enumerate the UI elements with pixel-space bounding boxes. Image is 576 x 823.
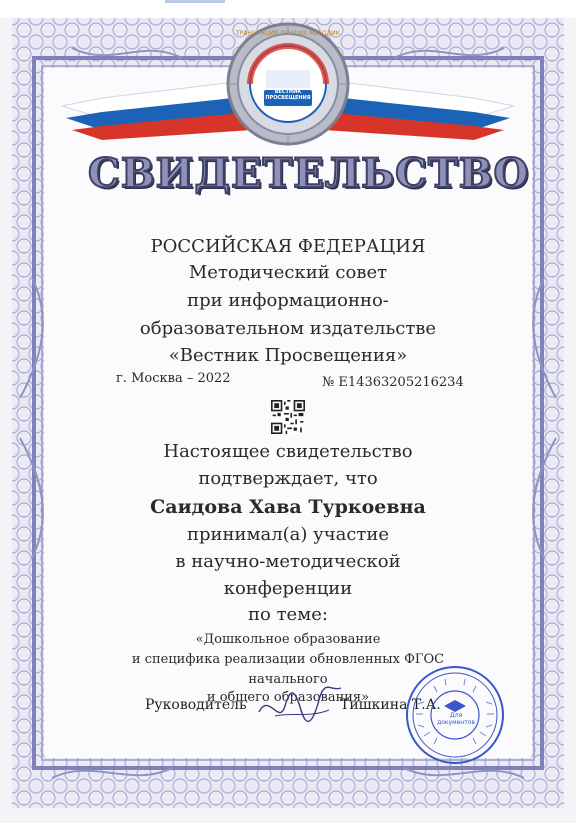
top-bar-indicator <box>165 0 225 3</box>
medal-badge-center-text: ВЕСТНИК ПРОСВЕЩЕНИЯ <box>265 89 311 101</box>
recipient-name: Саидова Хава Туркоевна <box>150 496 426 518</box>
body-line-1: Настоящее свидетельство <box>163 441 413 462</box>
qr-code-icon <box>271 400 305 434</box>
body-line-2: подтверждает, что <box>198 468 378 489</box>
topic-line-2: и специфика реализации обновленных ФГОС <box>131 652 445 667</box>
signature-icon <box>255 682 345 732</box>
org-line-4: образовательном издательстве <box>139 318 437 339</box>
city-year: г. Москва – 2022 <box>116 371 231 386</box>
signer-label: Руководитель <box>145 697 247 713</box>
org-line-1: РОССИЙСКАЯ ФЕДЕРАЦИЯ <box>150 236 426 257</box>
medal-badge-top-text: ТРАНСЛЯЦИЯ ЛУЧШИХ МЕТОДИК <box>236 30 340 37</box>
body-line-5: конференции <box>223 578 353 599</box>
org-line-3: при информационно- <box>187 290 389 311</box>
signer-name: Тишкина Т.А. <box>340 697 441 713</box>
body-line-6: по теме: <box>248 604 328 625</box>
org-line-2: Методический совет <box>188 262 388 283</box>
stamp-center-text: Для документов <box>437 712 475 726</box>
org-line-5: «Вестник Просвещения» <box>168 345 408 366</box>
certificate-title: СВИДЕТЕЛЬСТВО <box>88 150 530 197</box>
topic-line-1: «Дошкольное образование <box>195 632 381 647</box>
topic-line-3: начального <box>248 672 328 687</box>
top-bar <box>0 0 576 18</box>
certificate-number: № Е14363205216234 <box>322 375 464 390</box>
body-line-3: принимал(а) участие <box>186 524 390 545</box>
topic-line-4: и общего образования» <box>206 690 370 705</box>
body-line-4: в научно-методической <box>175 551 401 572</box>
medal-emblem-icon <box>226 22 350 146</box>
